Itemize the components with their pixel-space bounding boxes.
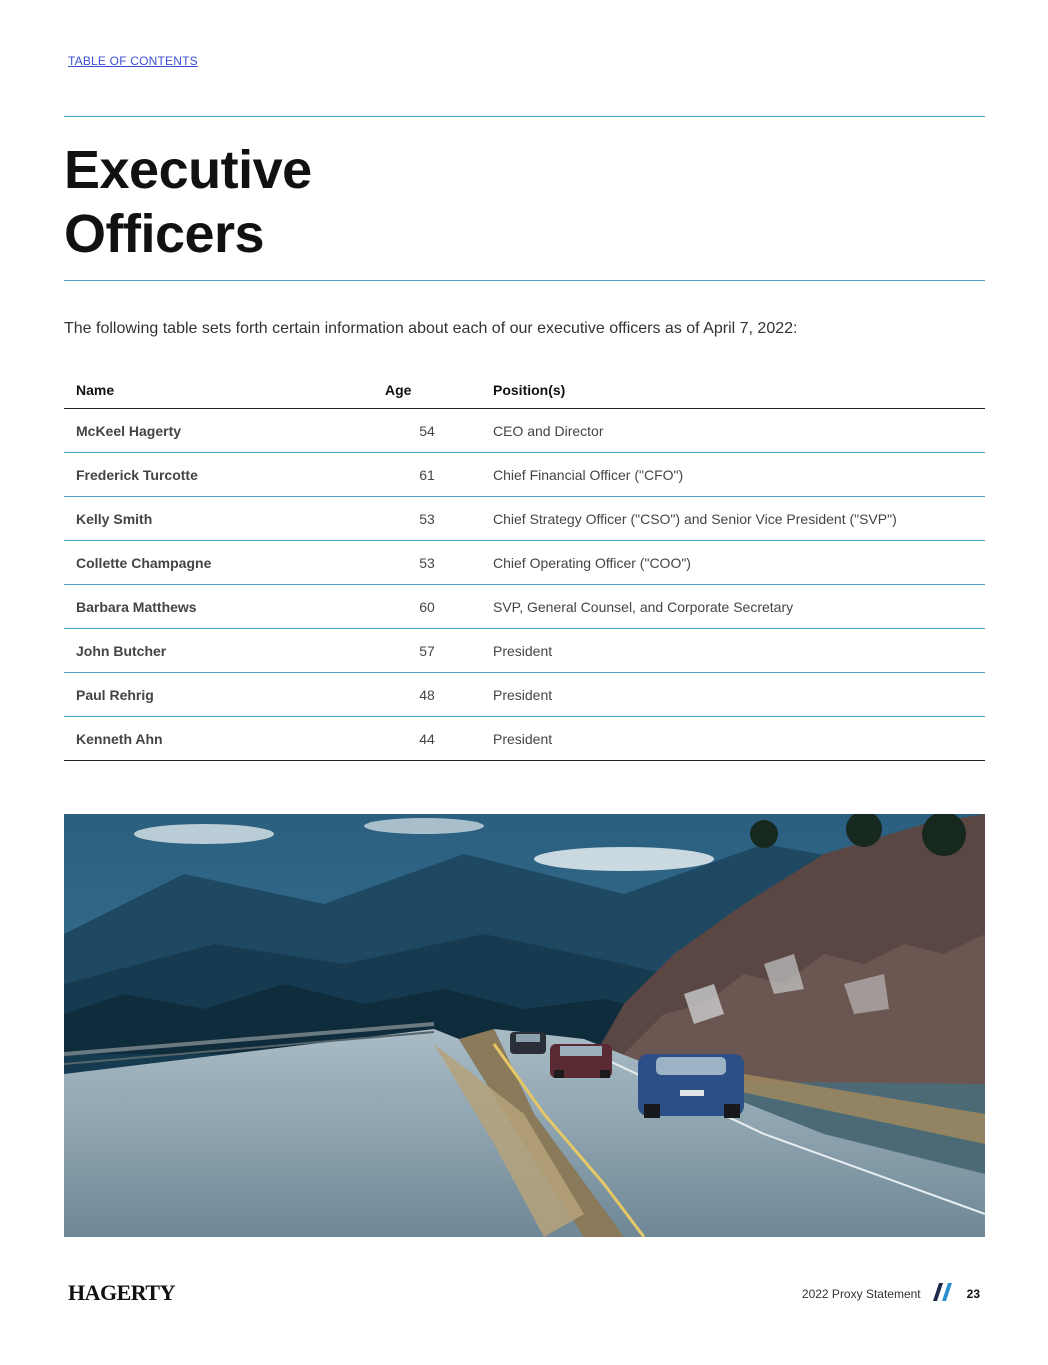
table-row (64, 585, 985, 629)
proxy-statement-label: 2022 Proxy Statement (801, 1286, 921, 1301)
road-scene-illustration (64, 814, 985, 1237)
officer-age: 53 (373, 541, 481, 585)
double-slash-icon (933, 1283, 953, 1304)
officer-name: Collette Champagne (64, 541, 373, 585)
car-far (510, 1032, 546, 1054)
car-middle (550, 1044, 612, 1078)
officer-name: Barbara Matthews (64, 585, 373, 629)
title-divider (64, 280, 985, 281)
executive-officers-table (64, 372, 985, 761)
intro-paragraph: The following table sets forth certain information about each of our executive officers as of April 7, 2022: (64, 320, 798, 337)
officer-age: 54 (373, 409, 481, 453)
officer-name: Kelly Smith (64, 497, 373, 541)
officer-name: Kenneth Ahn (64, 717, 373, 761)
officer-age: 48 (373, 673, 481, 717)
table-row (64, 541, 985, 585)
table-row (64, 497, 985, 541)
table-row (64, 717, 985, 761)
page-title-line-2: Officers (64, 204, 265, 264)
road-cars-photo (64, 814, 985, 1237)
table-row (64, 629, 985, 673)
officer-position: President (481, 629, 985, 673)
officer-name: John Butcher (64, 629, 373, 673)
double-slash-glyph (933, 1283, 953, 1301)
column-header-age: Age (373, 372, 481, 409)
table-row (64, 453, 985, 497)
officer-age: 61 (373, 453, 481, 497)
officer-name: Paul Rehrig (64, 673, 373, 717)
column-header-position: Position(s) (481, 372, 985, 409)
hagerty-logo: HAGERTY (68, 1280, 175, 1305)
officer-age: 53 (373, 497, 481, 541)
page-number: 23 (966, 1286, 980, 1301)
table-header-row (64, 372, 985, 409)
officer-position: President (481, 673, 985, 717)
top-divider (64, 116, 985, 117)
table-row (64, 673, 985, 717)
column-header-name: Name (64, 372, 373, 409)
officer-age: 60 (373, 585, 481, 629)
officer-position: Chief Strategy Officer ("CSO") and Senior Vice President ("SVP") (481, 497, 985, 541)
page-title (64, 138, 312, 266)
table-row (64, 409, 985, 453)
officer-age: 57 (373, 629, 481, 673)
officer-position: Chief Financial Officer ("CFO") (481, 453, 985, 497)
officer-age: 44 (373, 717, 481, 761)
officer-position: SVP, General Counsel, and Corporate Secretary (481, 585, 985, 629)
officer-position: CEO and Director (481, 409, 985, 453)
table-of-contents-link[interactable]: TABLE OF CONTENTS (68, 54, 198, 68)
officer-name: Frederick Turcotte (64, 453, 373, 497)
officer-position: Chief Operating Officer ("COO") (481, 541, 985, 585)
car-near (638, 1054, 744, 1118)
officer-name: McKeel Hagerty (64, 409, 373, 453)
footer-page-info (802, 1283, 980, 1304)
page-title-line-1: Executive (64, 140, 312, 200)
officer-position: President (481, 717, 985, 761)
